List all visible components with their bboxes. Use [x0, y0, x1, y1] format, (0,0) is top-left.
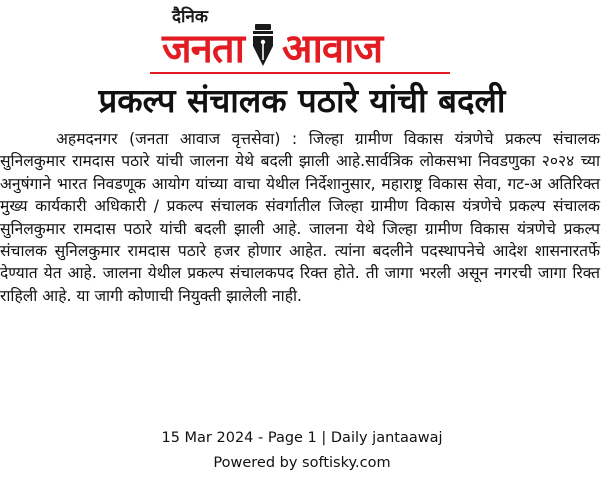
headline: प्रकल्प संचालक पठारे यांची बदली [98, 81, 506, 120]
fountain-pen-nib-icon [246, 22, 280, 70]
article-text: जिल्हा ग्रामीण विकास यंत्रणेचे प्रकल्प संचालक सुनिलकुमार रामदास पठारे यांची जालना येथे बदली झाली आहे.सार्वत्रिक लोकसभा निवडणुका २०२४ च्या अनुषंगाने भारत निवडणूक आयोग यांच्या वाचा येथील निर्देशानुसार, महाराष्ट्र विकास सेवा, गट-अ अतिरिक्त मुख्य कार्यकारी अधिकारी / प्रकल्प संचालक संवर्गातील जिल्हा ग्रामीण विकास यंत्रणेचे प्रकल्प संचालक सुनिलकुमार रामदास पठारे यांची बदली झाली आहे. जालना येथे जिल्हा ग्रामीण विकास यंत्रणेचे प्रकल्प संचालक सुनिलकुमार रामदास पठारे हजर होणार आहेत. त्यांना बदलीने पदस्थापनेचे आदेश शासनारतर्फे देण्यात येत आहे. जालना येथील प्रकल्प संचालकपद रिक्त होते. ती जागा भरली असून नगरची जागा रिक्त राहिली आहे. या जागी कोणाची नियुक्ती झालेली नाही. [0, 130, 600, 305]
masthead-daily-label: दैनिक [172, 7, 208, 27]
footer-powered-by: Powered by softisky.com [213, 455, 391, 471]
masthead [0, 0, 604, 80]
article-dateline: अहमदनगर (जनता आवाज वृत्तसेवा) : [56, 130, 298, 148]
masthead-title-left: जनता [162, 25, 245, 72]
masthead-title-right: आवाज [282, 25, 383, 72]
footer-edition-info: 15 Mar 2024 - Page 1 | Daily jantaawaj [161, 430, 443, 446]
masthead-title [162, 22, 382, 70]
article-body [0, 128, 604, 307]
masthead-divider [150, 72, 450, 74]
